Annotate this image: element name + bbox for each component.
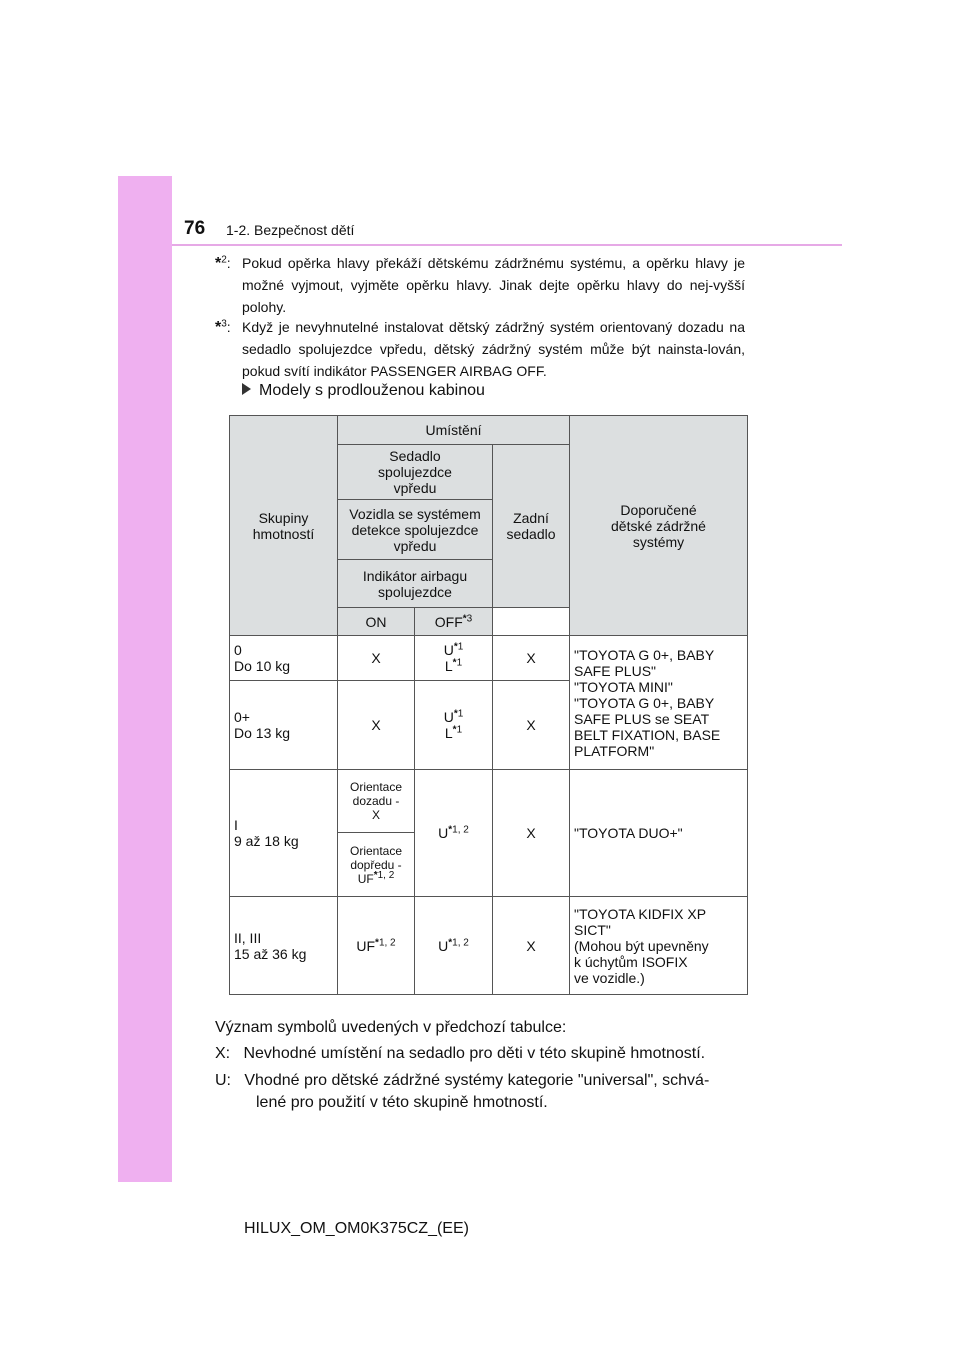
triangle-bullet-icon [242,383,251,395]
footer-code: HILUX_OM_OM0K375CZ_(EE) [244,1220,469,1237]
cell-rear: X [493,770,570,897]
recommended-cell: "TOYOTA KIDFIX XP SICT" (Mohou být upevněny k úchytům ISOFIX ve vozidle.) [570,897,748,995]
header-front-seat: Sedadlo spolujezdce vpředu [338,445,493,500]
recommended-cell: "TOYOTA G 0+, BABY SAFE PLUS" "TOYOTA MINI" "TOYOTA G 0+, BABY SAFE PLUS se SEAT BELT FIXATION, BASE PLATFORM" [570,636,748,770]
header-recommended: Doporučené dětské zádržné systémy [570,416,748,636]
cell-off: $U^{*1}$ $L^{*1}$ [415,636,493,681]
group-cell: I 9 až 18 kg [230,770,338,897]
header-indicator: Indikátor airbagu spolujezdce [338,560,493,608]
section-bullet: Modely s prodlouženou kabinou [242,382,485,400]
legend-x: X: Nevhodné umístění na sedadlo pro děti v této skupině hmotností. [215,1045,706,1062]
cell-on: UF$^{*1, 2}$ [338,897,415,995]
cell-rear: X [493,636,570,681]
cell-off: $U^{*1}$ $L^{*1}$ [415,681,493,770]
legend-u: U: Vhodné pro dětské zádržné systémy kategorie "universal", schvá- [215,1072,710,1089]
section-title: 1-2. Bezpečnost dětí [226,222,355,238]
header-rule [172,244,842,246]
legend-intro: Význam symbolů uvedených v předchozí tabulce: [215,1019,567,1036]
cell-on: X [338,636,415,681]
footnote-2: *$^2$: Pokud opěrka hlavy překáží dětskému zádržnému systému, a opěrku hlavy je možné vyjmout, vyjměte opěrku hlavy. Jinak dejte opěrku hlavy do nej-vyšší polohy. [215,252,745,318]
table-row [230,770,748,833]
table-row [230,636,748,681]
header-detection: Vozidla se systémem detekce spolujezdce vpředu [338,500,493,560]
group-cell: 0 Do 10 kg [230,636,338,681]
header-off: OFF$^{*3}$ [415,608,493,636]
group-cell: 0+ Do 13 kg [230,681,338,770]
cell-on-rear-facing: Orientace dozadu - X [338,770,415,833]
cell-on-forward-facing: Orientace dopředu - UF$^{*1, 2}$ [338,833,415,897]
page-number: 76 [184,218,206,239]
header-on: ON [338,608,415,636]
footnote-3: *$^3$: Když je nevyhnutelné instalovat dětský zádržný systém orientovaný dozadu na sedadlo spolujezdce vpředu, dětský zádržný systém může být nainsta-lován, pokud svítí indikátor PASSENGER AIRBAG OFF. [215,316,745,382]
recommended-cell: "TOYOTA DUO+" [570,770,748,897]
cell-rear: X [493,897,570,995]
header-rear-seat: Zadní sedadlo [493,445,570,608]
cell-rear: X [493,681,570,770]
footnote-text: Když je nevyhnutelné instalovat dětský zádržný systém orientovaný dozadu na sedadlo spolujezdce vpředu, dětský zádržný systém může být nainsta-lován, pokud svítí indikátor PASSENGER AIRBAG OFF. [242,319,745,379]
footnote-text: Pokud opěrka hlavy překáží dětskému zádržnému systému, a opěrku hlavy je možné vyjmout, vyjměte opěrku hlavy. Jinak dejte opěrku hlavy do nej-vyšší polohy. [242,255,745,315]
header-groups: Skupiny hmotností [230,416,338,636]
header-placement: Umístění [338,416,570,445]
child-seat-table [229,415,748,995]
cell-on: X [338,681,415,770]
cell-off: U$^{*1, 2}$ [415,897,493,995]
group-cell: II, III 15 až 36 kg [230,897,338,995]
page-sidebar-tab [118,176,172,1182]
cell-off: U$^{*1, 2}$ [415,770,493,897]
table-row [230,897,748,995]
legend-u-cont: lené pro použití v této skupině hmotností. [256,1094,548,1111]
